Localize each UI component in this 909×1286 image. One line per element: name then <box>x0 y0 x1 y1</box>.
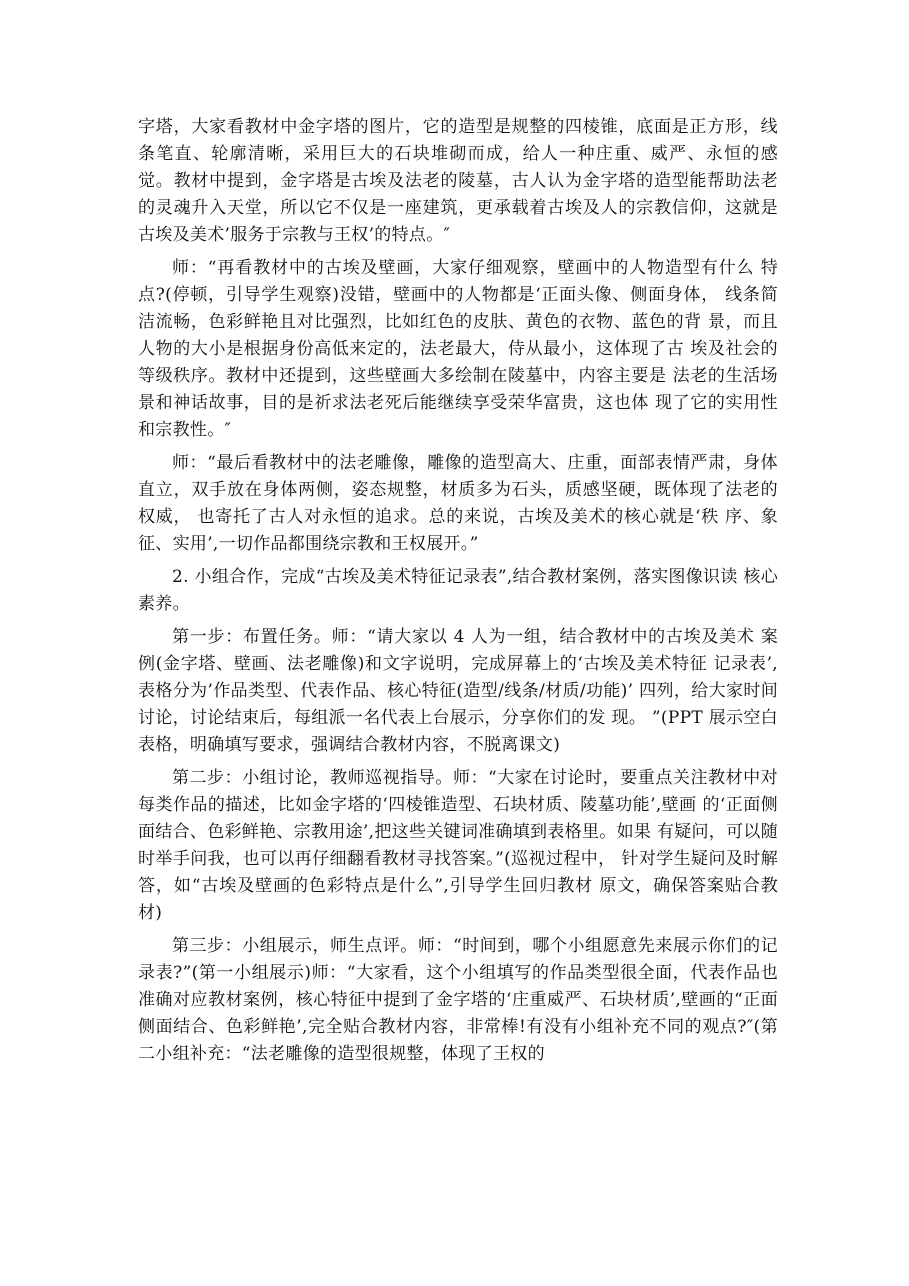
document-body <box>138 114 778 1074</box>
paragraph-group-task: 2. 小组合作，完成“古埃及美术特征记录表”,结合教材案例，落实图像识读 核心素养。 <box>138 567 778 614</box>
paragraph-step-three: 第三步：小组展示，师生点评。师：“时间到，哪个小组愿意先来展示你们的记录表?”(第一小组展示)师：“大家看，这个小组填写的作品类型很全面，代表作品也准确对应教材案例，核心特征中提到了金字塔的‘庄重威严、石块材质’,壁画的“正面侧面结合、色彩鲜艳’,完全贴合教材内容，非常棒!有没有小组补充不同的观点?″(第二小组补充：“法老雕像的造型很规整，体现了王权的 <box>138 936 778 1064</box>
paragraph-statue: 师：“最后看教材中的法老雕像，雕像的造型高大、庄重，面部表情严肃，身体直立，双手放在身体两侧，姿态规整，材质多为石头，质感坚硬，既体现了法老的权威， 也寄托了古人对永恒的追求。总的来说，古埃及美术的核心就是‘秩 序、象征、实用’,一切作品都围绕宗教和王权展开。” <box>138 453 778 554</box>
paragraph-pyramid: 字塔，大家看教材中金字塔的图片，它的造型是规整的四棱锥，底面是正方形，线条笔直、轮廓清晰，采用巨大的石块堆砌而成，给人一种庄重、威严、永恒的感觉。教材中提到，金字塔是古埃及法老的陵墓，古人认为金字塔的造型能帮助法老的灵魂升入天堂，所以它不仅是一座建筑，更承载着古埃及人的宗教信仰，这就是古埃及美术’服务于宗教与王权’的特点。″ <box>138 117 778 245</box>
paragraph-step-two: 第二步：小组讨论，教师巡视指导。师：“大家在讨论时，要重点关注教材中对每类作品的描述，比如金字塔的‘四棱锥造型、石块材质、陵墓功能’,壁画 的‘正面侧面结合、色彩鲜艳、宗教用途’,把这些关键词准确填到表格里。如果 有疑问，可以随时举手问我，也可以再仔细翻看教材寻找答案。”(巡视过程中， 针对学生疑问及时解答，如“古埃及壁画的色彩特点是什么”,引导学生回归教材 原文，确保答案贴合教材) <box>138 768 778 923</box>
paragraph-step-one: 第一步：布置任务。师：“请大家以 4 人为一组，结合教材中的古埃及美术 案例(金字塔、壁画、法老雕像)和文字说明，完成屏幕上的‘古埃及美术特征 记录表’,表格分为’作品类型、代表作品、核心特征(造型/线条/材质/功能)’ 四列，给大家时间讨论，讨论结束后，每组派一名代表上台展示，分享你们的发 现。 ”(PPT 展示空白表格，明确填写要求，强调结合教材内容，不脱离课文) <box>138 627 778 755</box>
paragraph-mural: 师：“再看教材中的古埃及壁画，大家仔细观察，壁画中的人物造型有什么 特点?(停顿，引导学生观察)没错，壁画中的人物都是‘正面头像、侧面身体， 线条简洁流畅，色彩鲜艳且对比强烈，比如红色的皮肤、黄色的衣物、蓝色的背 景，而且人物的大小是根据身份高低来定的，法老最大，侍从最小，这体现了古 埃及社会的等级秩序。教材中还提到，这些壁画大多绘制在陵墓中，内容主要是 法老的生活场景和神话故事，目的是祈求法老死后能继续享受荣华富贵，这也体 现了它的实用性和宗教性。″ <box>138 258 778 440</box>
